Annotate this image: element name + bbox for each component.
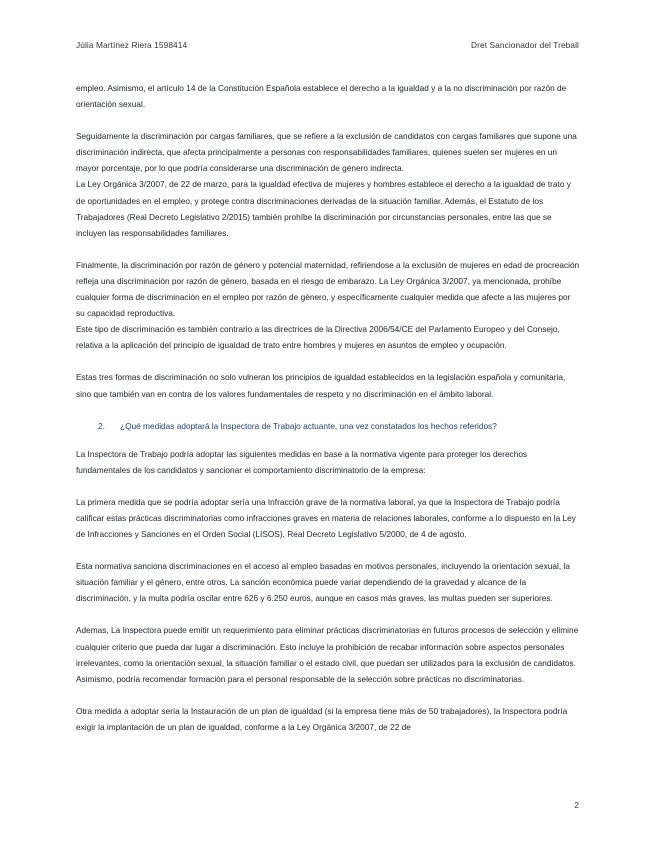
document-body xyxy=(76,80,581,735)
paragraph: La Ley Orgánica 3/2007, de 22 de marzo, para la igualdad efectiva de mujeres y hombres establece el derecho a la igualdad de trato y de oportunidades en el empleo, y protege contra discriminaciones derivadas de la situación familiar. Además, el Estatuto de los Trabajadores (Real Decreto Legislativo 2/2015) también prohíbe la discriminación por circunstancias personales, entre las que se incluyen las responsabilidades familiares. xyxy=(76,179,571,238)
paragraph: Este tipo de discriminación es también contrario a las directrices de la Directiva 2006/54/CE del Parlamento Europeo y del Consejo, relativa a la aplicación del principio de igualdad de trato entre hombres y mujeres en asuntos de empleo y ocupación. xyxy=(76,324,560,351)
paragraph: Esta normativa sanciona discriminaciones en el acceso al empleo basadas en motivos personales, incluyendo la orientación sexual, la situación familiar y el género, entre otros. La sanción económica puede variar dependiendo de la gravedad y alcance de la discriminación, y la multa podría oscilar entre 626 y 6.250 euros, aunque en casos más graves, las multas pueden ser superiores. xyxy=(76,561,570,604)
header-course: Dret Sancionador del Treball xyxy=(471,40,579,50)
question-text: ¿Qué medidas adoptará la Inspectora de Trabajo actuante, una vez constatados los hechos referidos? xyxy=(120,420,497,431)
paragraph: La Inspectora de Trabajo podría adoptar las siguientes medidas en base a la normativa vigente para proteger los derechos fundamentales de los candidatos y sancionar el comportamiento discriminatorio de la empresa: xyxy=(76,448,528,475)
paragraph: Estas tres formas de discriminación no solo vulneran los principios de igualdad establecidos en la legislación española y comunitaria, sino que también van en contra de los valores fundamentales de respeto y no discriminación en el ámbito laboral. xyxy=(76,372,566,399)
question-number: 2. xyxy=(98,420,105,431)
question-heading xyxy=(98,418,581,434)
paragraph: La primera medida que se podría adoptar sería una Infracción grave de la normativa laboral, ya que la Inspectora de Trabajo podría calificar estas prácticas discriminatorias como infracciones graves en materia de relaciones laborales, conforme a lo dispuesto en la Ley de Infracciones y Sanciones en el Orden Social (LISOS), Real Decreto Legislativo 5/2000, de 4 de agosto. xyxy=(76,496,576,540)
paragraph: empleo. Asimismo, el artículo 14 de la Constitución Española establece el derecho a la igualdad y a la no discriminación por razón de orientación sexual. xyxy=(76,83,567,110)
paragraph: Otra medida a adoptar sería la Instauración de un plan de igualdad (si la empresa tiene más de 50 trabajadores), la Inspectora podría exigir la implantación de un plan de igualdad, conforme a la Ley Orgánica 3/2007, de 22 de xyxy=(76,705,568,732)
page-number: 2 xyxy=(574,800,579,810)
header-author: Júlia Martínez Riera 1598414 xyxy=(76,40,188,50)
paragraph: Seguidamente la discriminación por cargas familiares, que se refiere a la exclusión de candidatos con cargas familiares que supone una discriminación indirecta, que afecta principalmente a personas con responsabilidades familiares, quienes suelen ser mujeres en un mayor porcentaje, por lo que podría considerarse una discriminación de género indirecta. xyxy=(76,131,577,174)
paragraph: Finalmente, la discriminación por razón de género y potencial maternidad, refiriendose a la exclusión de mujeres en edad de procreación refleja una discriminación por razón de género, basada en el riesgo de embarazo. La Ley Orgánica 3/2007, ya mencionada, prohíbe cualquier forma de discriminación en el empleo por razón de género, y específicamente cualquier medida que afecte a las mujeres por su capacidad reproductiva. xyxy=(76,259,580,319)
paragraph: Ademas, La Inspectora puede emitir un requerimiento para eliminar prácticas discriminatorias en futuros procesos de selección y elimine cualquier criterio que pueda dar lugar a discriminación. Esto incluye la prohibición de recabar información sobre aspectos personales irrelevantes, como la orientación sexual, la situación familiar o el estado civil, que puedan ser utilizados para la exclusión de candidatos. Asimismo, podría recomendar formación para el personal responsable de la selección sobre prácticas no discriminatorias. xyxy=(76,625,579,684)
